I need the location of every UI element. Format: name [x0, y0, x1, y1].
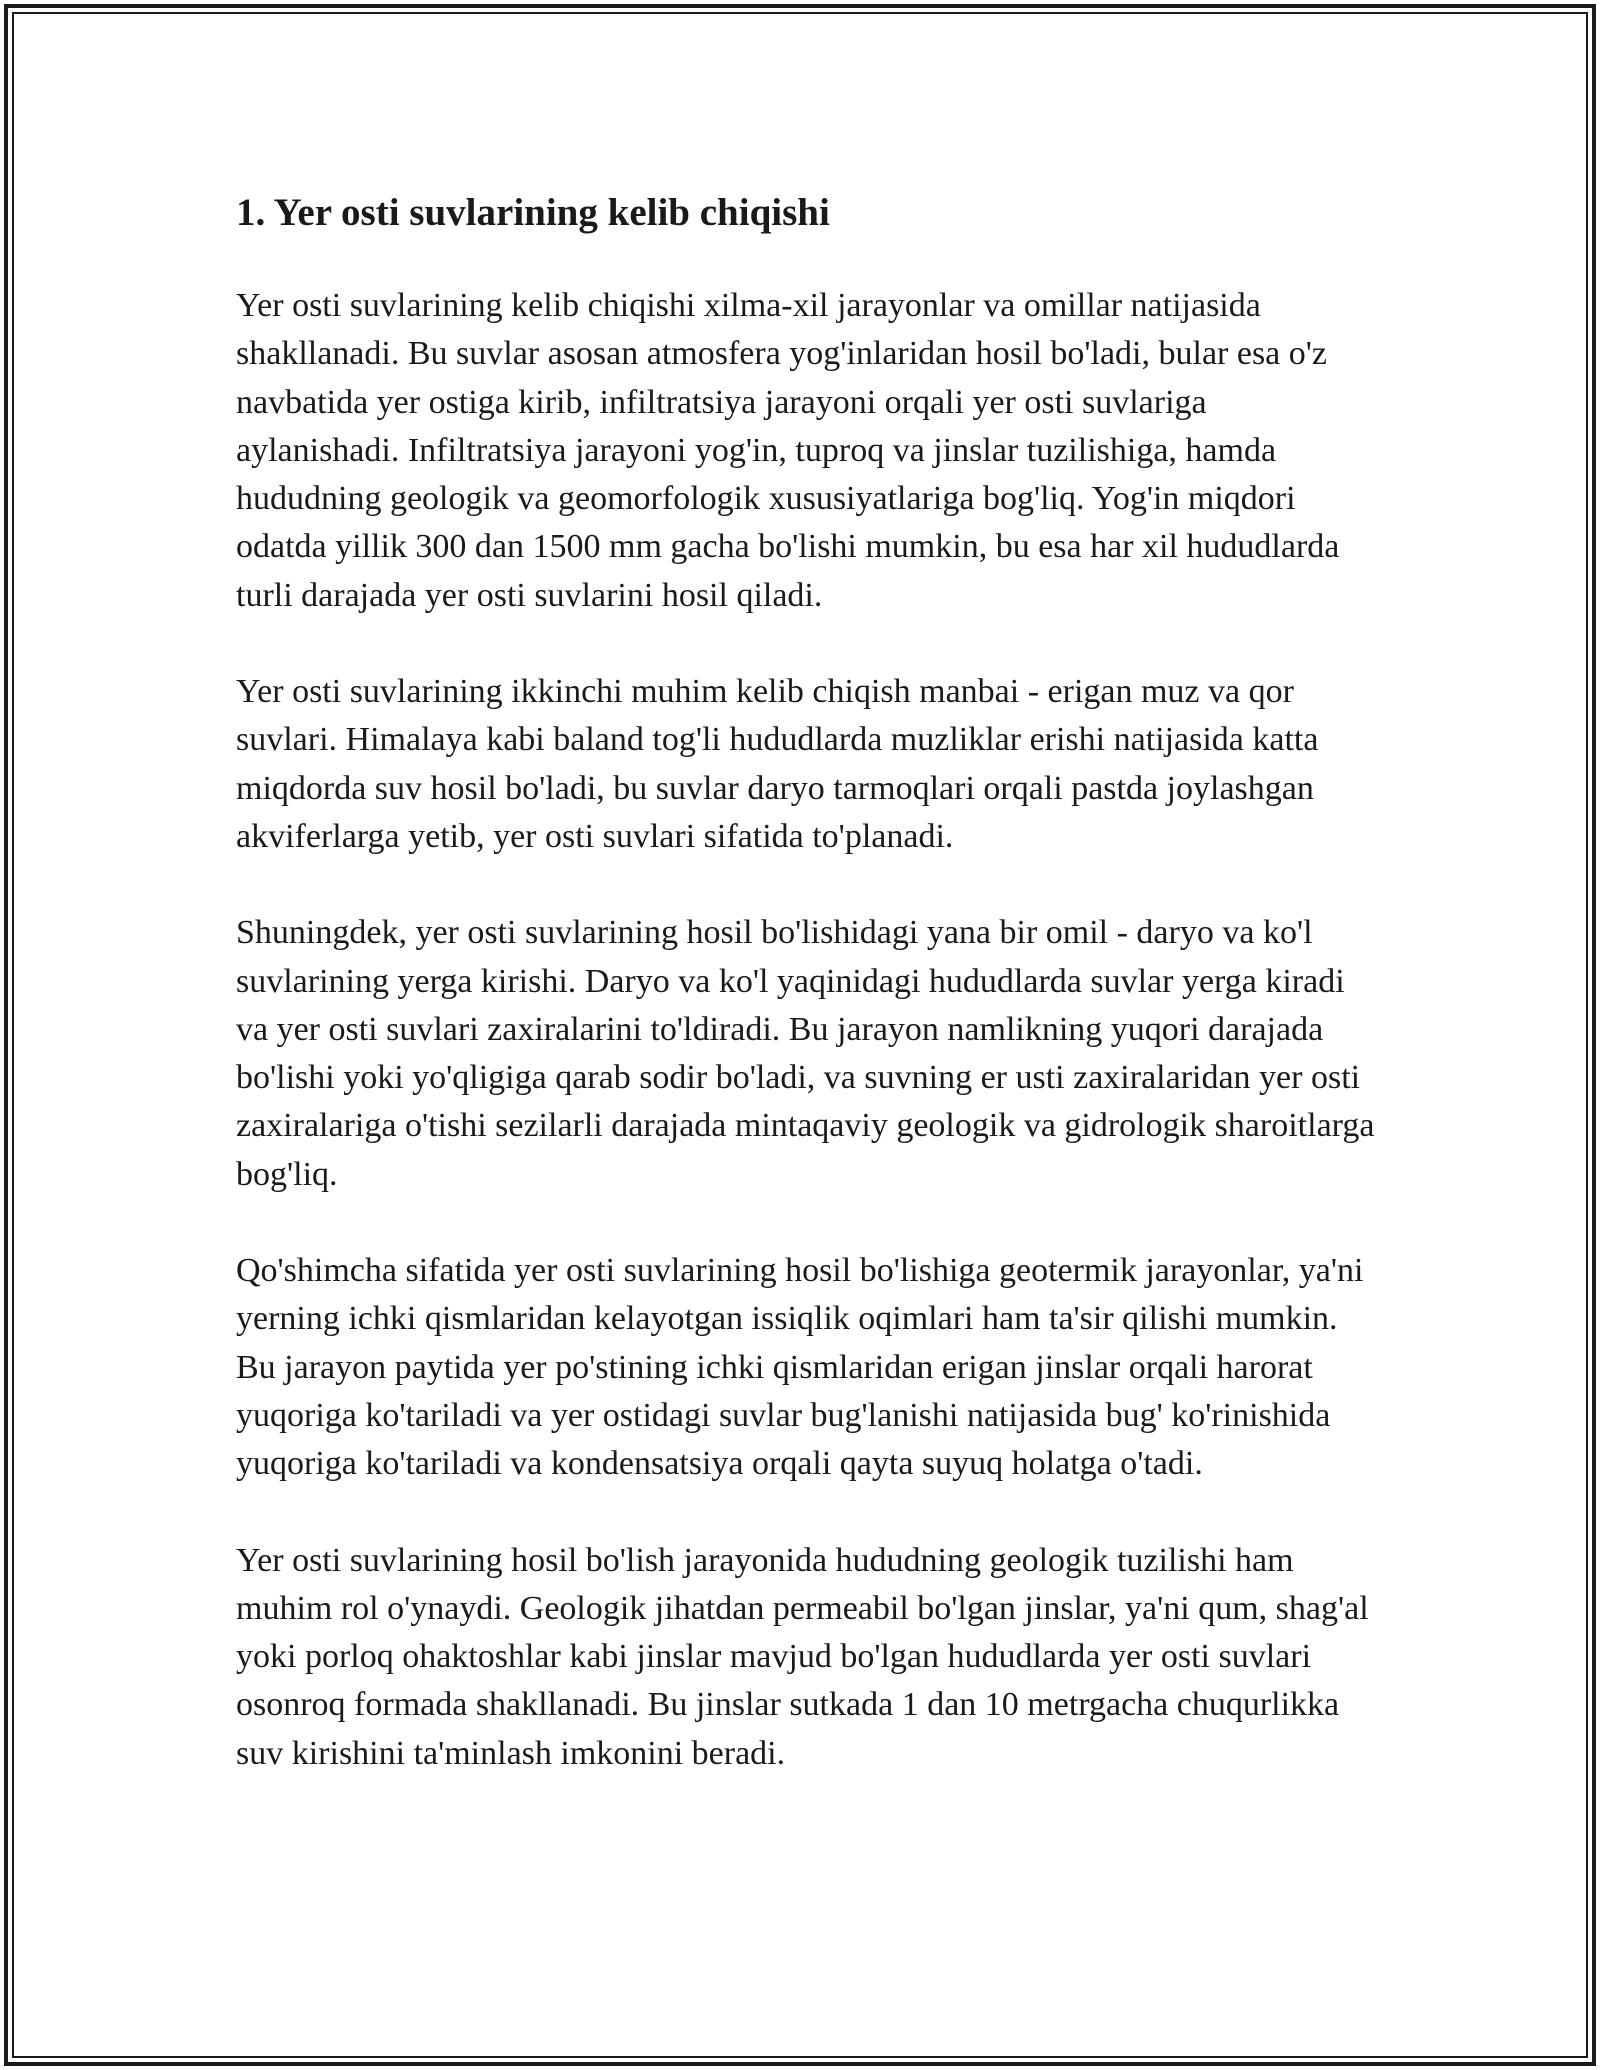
paragraph-1: Yer osti suvlarining kelib chiqishi xilma-xil jarayonlar va omillar natijasida shakllanadi. Bu suvlar asosan atmosfera yog'inlaridan hosil bo'ladi, bular esa o'z navbatida yer ostiga kirib, infiltratsiya jarayoni orqali yer osti suvlariga aylanishadi. Infiltratsiya jarayoni yog'in, tuproq va jinslar tuzilishiga, hamda hududning geologik va geomorfologik xususiyatlariga bog'liq. Yog'in miqdori odatda yillik 300 dan 1500 mm gacha bo'lishi mumkin, bu esa har xil hududlarda turli darajada yer osti suvlarini hosil qiladi. [236, 287, 1340, 614]
paragraph-3: Shuningdek, yer osti suvlarining hosil bo'lishidagi yana bir omil - daryo va ko'l suvlarining yerga kirishi. Daryo va ko'l yaqinidagi hududlarda suvlar yerga kiradi va yer osti suvlari zaxiralarini to'ldiradi. Bu jarayon namlikning yuqori darajada bo'lishi yoki yo'qligiga qarab sodir bo'ladi, va suvning er usti zaxiralaridan yer osti zaxiralariga o'tishi sezilarli darajada mintaqaviy geologik va gidrologik sharoitlarga bog'liq. [236, 914, 1375, 1193]
document-body [236, 180, 1376, 1826]
paragraph-5: Yer osti suvlarining hosil bo'lish jarayonida hududning geologik tuzilishi ham muhim rol o'ynaydi. Geologik jihatdan permeabil bo'lgan jinslar, ya'ni qum, shag'al yoki porloq ohaktoshlar kabi jinslar mavjud bo'lgan hududlarda yer osti suvlari osonroq formada shakllanadi. Bu jinslar sutkada 1 dan 10 metrgacha chuqurlikka suv kirishini ta'minlash imkonini beradi. [236, 1541, 1369, 1772]
paragraph-2: Yer osti suvlarining ikkinchi muhim kelib chiqish manbai - erigan muz va qor suvlari. Himalaya kabi baland tog'li hududlarda muzliklar erishi natijasida katta miqdorda suv hosil bo'ladi, bu suvlar daryo tarmoqlari orqali pastda joylashgan akviferlarga yetib, yer osti suvlari sifatida to'planadi. [236, 673, 1319, 855]
section-heading: 1. Yer osti suvlarining kelib chiqishi [236, 191, 830, 234]
paragraph-4: Qo'shimcha sifatida yer osti suvlarining hosil bo'lishiga geotermik jarayonlar, ya'ni yerning ichki qismlaridan kelayotgan issiqlik oqimlari ham ta'sir qilishi mumkin. Bu jarayon paytida yer po'stining ichki qismlaridan erigan jinslar orqali harorat yuqoriga ko'tariladi va yer ostidagi suvlar bug'lanishi natijasida bug' ko'rinishida yuqoriga ko'tariladi va kondensatsiya orqali qayta suyuq holatga o'tadi. [236, 1252, 1364, 1483]
